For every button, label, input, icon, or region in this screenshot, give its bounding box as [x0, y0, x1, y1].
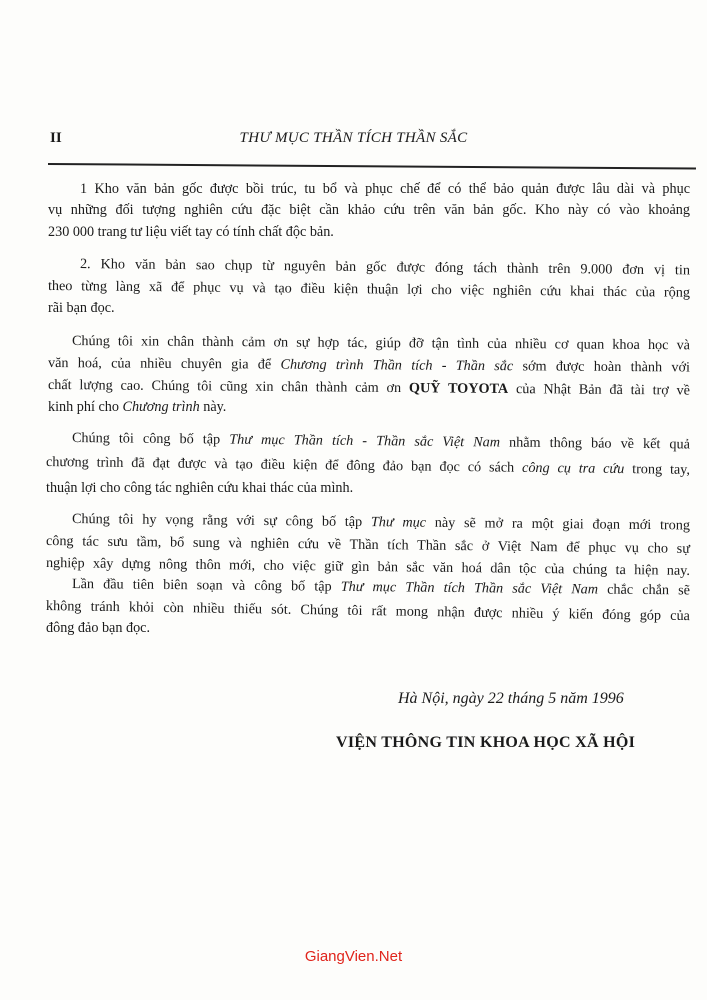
- text-segment: Chúng tôi xin chân thành cảm ơn sự hợp tác, giúp đỡ tận tình của nhiều cơ quan khoa học và: [71, 333, 691, 354]
- text-line: [48, 223, 334, 241]
- text-segment: Chúng tôi hy vọng rằng với sự công bố tập: [71, 511, 372, 531]
- watermark: GiangVien.Net: [304, 948, 403, 965]
- text-segment: vụ những đối tượng nghiên cứu đặc biệt cần khảo cứu trên văn bản gốc. Kho này có vào khoảng: [48, 202, 690, 218]
- text-line: [72, 332, 690, 354]
- text-segment: chất lượng cao. Chúng tôi cũng xin chân thành cảm ơn: [47, 377, 410, 397]
- text-line: [48, 376, 690, 400]
- page-number: II: [50, 130, 62, 146]
- text-segment: 1 Kho văn bản gốc được bồi trúc, tu bổ và phục chế để có thể bảo quản được lâu dài và phục: [80, 181, 690, 197]
- text-segment: sớm được hoàn thành với: [513, 358, 691, 376]
- signature-organization: VIỆN THÔNG TIN KHOA HỌC XÃ HỘI: [336, 734, 636, 751]
- text-segment: thuận lợi cho công tác nghiên cứu khai thác của mình.: [46, 480, 354, 496]
- text-segment: văn hoá, của nhiều chuyên gia để: [47, 355, 281, 373]
- text-line: [46, 453, 690, 479]
- text-segment: nghiệp xây dựng nông thôn mới, cho việc giữ gìn bản sắc văn hoá dân tộc của chúng ta hiện nay.: [45, 555, 691, 579]
- text-segment: trong tay,: [624, 461, 691, 478]
- text-segment: theo từng làng xã để phục vụ và tạo điều kiện thuận lợi cho việc nghiên cứu khai thác của rộng: [47, 278, 691, 301]
- text-segment: 2. Kho văn bản sao chụp từ nguyên bản gốc được đóng tách thành trên 9.000 đơn vị tin: [79, 256, 691, 279]
- text-line: [48, 354, 690, 376]
- header-rule: [48, 163, 696, 170]
- text-segment: Lần đầu tiên biên soạn và công bố tập: [71, 576, 341, 595]
- text-line: [46, 479, 353, 497]
- text-line: [46, 619, 150, 637]
- text-segment: Chúng tôi công bố tập: [71, 430, 230, 448]
- text-line: [72, 429, 690, 453]
- text-segment: này.: [199, 399, 227, 415]
- italic-text: công cụ tra cứu: [521, 459, 625, 478]
- text-line: [46, 532, 690, 558]
- italic-text: Thư mục Thần tích - Thần sắc Việt Nam: [229, 431, 501, 451]
- text-segment: của Nhật Bản đã tài trợ về: [508, 381, 691, 399]
- italic-text: Thư mục: [370, 514, 427, 531]
- text-line: [48, 299, 115, 317]
- italic-text: Chương trình Thần tích - Thần sắc: [280, 356, 514, 375]
- signature-date: Hà Nội, ngày 22 tháng 5 năm 1996: [398, 690, 624, 707]
- text-segment: rãi bạn đọc.: [48, 300, 115, 316]
- italic-text: Thư mục Thần tích Thần sắc Việt Nam: [340, 578, 599, 598]
- text-segment: này sẽ mở ra một giai đoạn mới trong: [425, 514, 691, 534]
- text-line: [48, 398, 226, 416]
- text-segment: chương trình đã đạt được và tạo điều kiện để đông đảo bạn đọc có sách: [45, 454, 523, 476]
- running-title: THƯ MỤC THẦN TÍCH THẦN SẮC: [239, 130, 468, 146]
- text-segment: chắc chắn sẽ: [597, 581, 691, 599]
- text-segment: công tác sưu tầm, bổ sung và nghiên cứu về Thần tích Thần sắc ở Việt Nam để phục vụ cho sự: [45, 533, 691, 557]
- text-segment: không tránh khỏi còn nhiều thiếu sót. Chúng tôi rất mong nhận được nhiều ý kiến đóng góp của: [45, 598, 691, 625]
- text-line: [48, 201, 690, 219]
- text-segment: nhằm thông báo về kết quả: [499, 434, 691, 453]
- text-line: [72, 510, 690, 534]
- text-segment: 230 000 trang tư liệu viết tay có tính chất độc bản.: [48, 224, 334, 240]
- italic-text: Chương trình: [122, 399, 200, 415]
- text-line: [80, 255, 690, 279]
- text-segment: đông đảo bạn đọc.: [46, 620, 151, 636]
- text-line: [80, 180, 690, 198]
- bold-text: QUỸ TOYOTA: [408, 380, 509, 398]
- text-segment: kinh phí cho: [48, 399, 123, 415]
- text-line: [48, 277, 690, 302]
